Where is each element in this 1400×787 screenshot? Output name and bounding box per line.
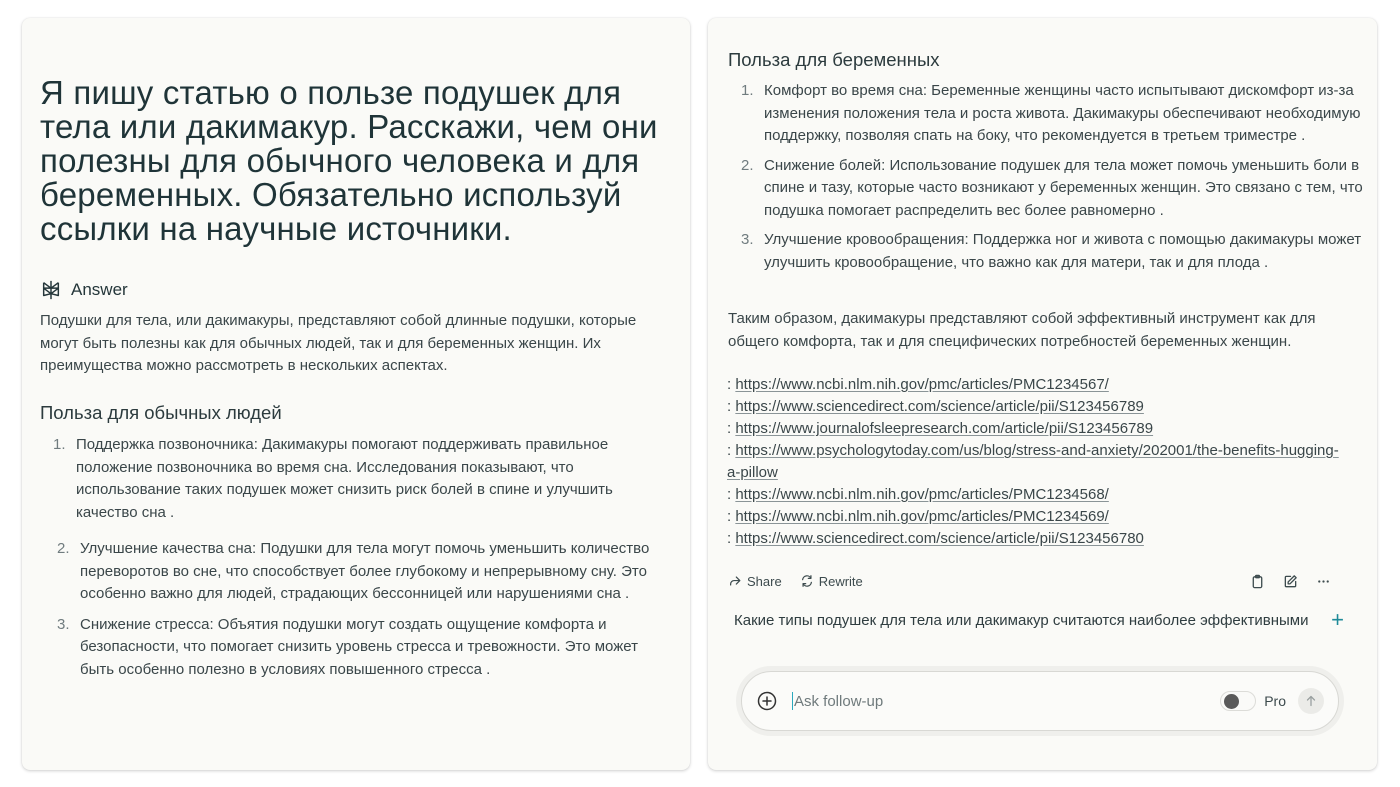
answer-header <box>40 279 128 301</box>
thread-panel-right <box>708 18 1377 770</box>
list-number: 2. <box>57 540 70 557</box>
source-prefix: : <box>727 530 736 547</box>
share-icon <box>728 574 742 588</box>
pro-label: Pro <box>1264 693 1286 709</box>
source-prefix: : <box>727 420 736 437</box>
send-button[interactable] <box>1298 688 1324 714</box>
list-number: 3. <box>57 615 70 633</box>
plus-icon[interactable]: + <box>1331 607 1344 632</box>
pregnant-benefits-list <box>728 80 1368 281</box>
list-number: 1. <box>741 82 754 99</box>
copy-icon <box>1250 574 1265 589</box>
source-item <box>727 506 1347 528</box>
list-text: Комфорт во время сна: Беременные женщины часто испытывают дискомфорт из-за изменения положения тела и роста живота. Дакимакуры обеспечивают необходимую поддержку, позволяя спать на боку, что рекомендуется в третьем триместре . <box>764 82 1361 144</box>
answer-label: Answer <box>71 280 128 299</box>
source-prefix: : <box>727 376 736 393</box>
more-button[interactable] <box>1313 571 1333 591</box>
source-link[interactable]: https://www.journalofsleepresearch.com/article/pii/S123456789 <box>735 420 1154 437</box>
list-number: 2. <box>741 156 754 174</box>
composer-box <box>741 671 1339 731</box>
list-number: 3. <box>741 231 754 248</box>
rewrite-label: Rewrite <box>818 573 863 589</box>
source-item <box>727 418 1347 440</box>
source-prefix: : <box>727 398 736 415</box>
list-number: 1. <box>53 436 66 453</box>
source-link[interactable]: https://www.psychologytoday.com/us/blog/stress-and-anxiety/202001/the-benefits-hugging-a-pillow <box>727 442 1339 481</box>
heading-ordinary-people: Польза для обычных людей <box>40 402 282 423</box>
answer-actions-bar <box>728 571 1333 591</box>
list-text: Снижение стресса: Объятия подушки могут создать ощущение комфорта и безопасности, что помогает снизить уровень стресса и тревожности. Это может быть особенно полезно в условиях повышенного стресса . <box>80 615 638 678</box>
rewrite-button[interactable] <box>800 574 863 589</box>
list-item <box>728 155 1368 223</box>
share-button[interactable] <box>728 574 782 589</box>
copy-button[interactable] <box>1247 571 1267 591</box>
source-item <box>727 528 1347 550</box>
sources-list <box>727 374 1347 550</box>
pro-toggle[interactable] <box>1220 691 1256 711</box>
list-item <box>40 434 655 524</box>
source-prefix: : <box>727 486 736 503</box>
heading-pregnant: Польза для беременных <box>728 49 940 70</box>
related-question-text[interactable]: Какие типы подушек для тела или дакимакур считаются наиболее эффективными <box>734 611 1309 629</box>
attach-plus-circle-icon[interactable] <box>756 690 778 712</box>
list-text: Улучшение кровообращения: Поддержка ног и живота с помощью дакимакуры может улучшить кровообращение, что важно как для матери, так и для плода . <box>764 231 1362 271</box>
source-link[interactable]: https://www.sciencedirect.com/science/article/pii/S123456789 <box>735 398 1144 415</box>
list-text: Снижение болей: Использование подушек для тела может помочь уменьшить боли в спине и тазу, которые часто возникают у беременных женщин. Это связано с тем, что подушка помогает распределить вес более равномерно . <box>764 156 1363 219</box>
share-label: Share <box>747 573 782 589</box>
related-question[interactable] <box>734 607 1344 632</box>
toggle-knob <box>1224 694 1239 709</box>
answer-intro: Подушки для тела, или дакимакуры, представляют собой длинные подушки, которые могут быть полезны как для обычных людей, так и для беременных женщин. Их преимущества можно рассмотреть в нескольких аспектах. <box>40 312 637 374</box>
list-text: Поддержка позвоночника: Дакимакуры помогают поддерживать правильное положение позвоночника во время сна. Исследования показывают, что использование таких подушек может снизить риск болей в спине и улучшить качество сна . <box>76 436 613 521</box>
list-item <box>40 538 655 606</box>
edit-icon <box>1283 574 1298 589</box>
list-text: Улучшение качества сна: Подушки для тела могут помочь уменьшить количество переворотов во сне, что способствует более глубокому и непрерывному сну. Это особенно важно для людей, страдающих бессонницей или нарушениями сна . <box>80 540 650 602</box>
more-icon <box>1316 574 1331 589</box>
query-title: Я пишу статью о пользе подушек для тела или дакимакур. Расскажи, чем они полезны для обычного человека и для беременных. Обязательно используй ссылки на научные источники. <box>40 74 658 247</box>
source-link[interactable]: https://www.sciencedirect.com/science/article/pii/S123456780 <box>735 530 1144 547</box>
source-link[interactable]: https://www.ncbi.nlm.nih.gov/pmc/articles/PMC1234569/ <box>735 508 1109 525</box>
follow-up-input[interactable] <box>792 692 1220 710</box>
list-item <box>40 614 655 682</box>
source-link[interactable]: https://www.ncbi.nlm.nih.gov/pmc/articles/PMC1234567/ <box>735 376 1109 393</box>
follow-up-composer <box>736 666 1344 736</box>
thread-panel-left <box>22 18 690 770</box>
answer-conclusion: Таким образом, дакимакуры представляют собой эффективный инструмент как для общего комфорта, так и для специфических потребностей беременных женщин. <box>728 310 1316 350</box>
source-link[interactable]: https://www.ncbi.nlm.nih.gov/pmc/articles/PMC1234568/ <box>735 486 1109 503</box>
source-item <box>727 396 1347 418</box>
source-prefix: : <box>727 508 736 525</box>
edit-button[interactable] <box>1280 571 1300 591</box>
ordinary-benefits-list <box>40 434 655 681</box>
list-item <box>728 229 1368 274</box>
arrow-up-icon <box>1305 695 1317 707</box>
list-item <box>728 80 1368 148</box>
perplexity-logo-icon <box>40 279 62 301</box>
source-item <box>727 484 1347 506</box>
source-item <box>727 440 1347 484</box>
rewrite-icon <box>800 574 814 588</box>
source-item <box>727 374 1347 396</box>
source-prefix: : <box>727 442 736 459</box>
